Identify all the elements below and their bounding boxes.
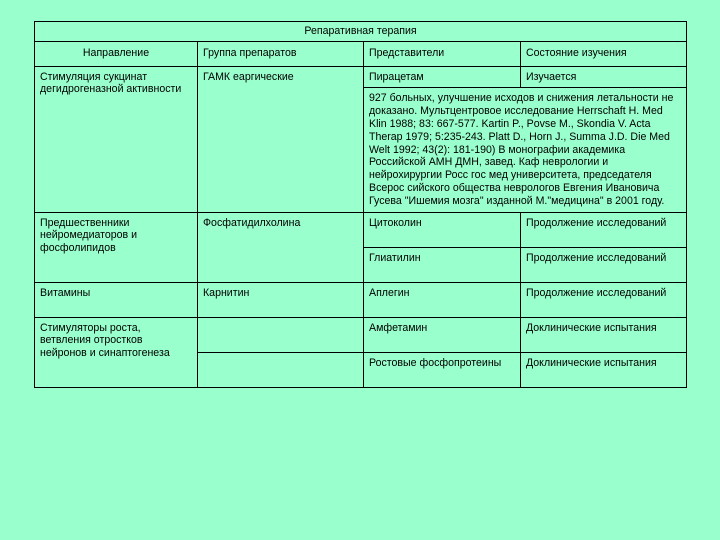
title-row bbox=[35, 22, 687, 42]
reparative-therapy-table bbox=[34, 21, 687, 388]
cell-status: Доклинические испытания bbox=[521, 352, 687, 387]
cell-representative: Аплегин bbox=[364, 282, 521, 317]
cell-status: Продолжение исследований bbox=[521, 212, 687, 247]
header-representatives: Представители bbox=[364, 41, 521, 66]
header-row bbox=[35, 41, 687, 66]
cell-direction: Стимуляторы роста, ветвления отростков нейронов и синаптогенеза bbox=[35, 317, 198, 387]
cell-direction: Витамины bbox=[35, 282, 198, 317]
cell-direction: Предшественники нейромедиаторов и фосфолипидов bbox=[35, 212, 198, 282]
table-row bbox=[35, 317, 687, 352]
cell-status: Продолжение исследований bbox=[521, 247, 687, 282]
table-title: Репаративная терапия bbox=[35, 22, 687, 42]
cell-status: Продолжение исследований bbox=[521, 282, 687, 317]
cell-representative: Глиатилин bbox=[364, 247, 521, 282]
cell-note bbox=[364, 88, 687, 212]
cell-drug-group-empty bbox=[198, 352, 364, 387]
cell-status: Изучается bbox=[521, 66, 687, 88]
cell-status: Доклинические испытания bbox=[521, 317, 687, 352]
cell-representative: Пирацетам bbox=[364, 66, 521, 88]
cell-representative: Амфетамин bbox=[364, 317, 521, 352]
table-row bbox=[35, 282, 687, 317]
table-row bbox=[35, 66, 687, 88]
header-study-status: Состояние изучения bbox=[521, 41, 687, 66]
header-drug-group: Группа препаратов bbox=[198, 41, 364, 66]
cell-representative: Цитоколин bbox=[364, 212, 521, 247]
header-direction: Направление bbox=[35, 41, 198, 66]
cell-direction: Стимуляция сукцинат дегидрогеназной активности bbox=[35, 66, 198, 212]
study-note: 927 больных, улучшение исходов и снижения летальности не доказано. Мультцентровое исследование Herrschaft H. Med Klin 1988; 83: 667-577. Kartin P., Povse M., Skondia V. Acta Therap 1979; 5:235-243. Platt D., Horn J., Summa J.D. Die Med Welt 1992; 43(2): 181-190) В монографии академика Российской АМН ДМН, завед. Каф неврологии и нейрохирургии Росс гос мед университета, председателя Всерос сийского общества неврологов Евгения Ивановича Гусева "Ишемия мозга" изданной М."медицина" в 2001 году. bbox=[369, 92, 674, 207]
cell-drug-group bbox=[198, 317, 364, 352]
table-row bbox=[35, 212, 687, 247]
cell-representative: Ростовые фосфопротеины bbox=[364, 352, 521, 387]
cell-drug-group: Фосфатидилхолина bbox=[198, 212, 364, 282]
cell-drug-group: ГАМК еаргические bbox=[198, 66, 364, 212]
cell-drug-group: Карнитин bbox=[198, 282, 364, 317]
